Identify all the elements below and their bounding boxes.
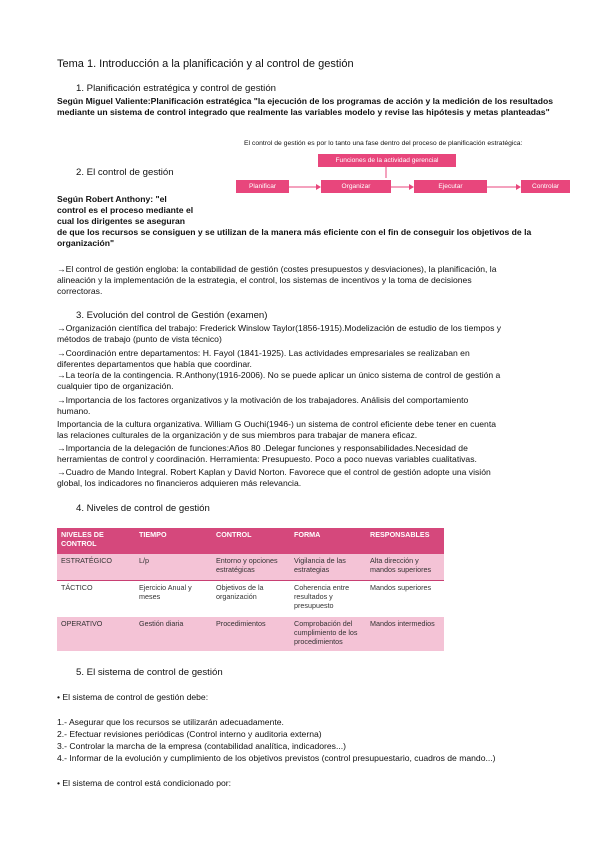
table-cell: Mandos intermedios [366,617,444,651]
page-title: Tema 1. Introducción a la planificación y al control de gestión [57,58,354,70]
diagram-box-planificar: Planificar [236,180,289,193]
table-cell: Mandos superiores [366,581,444,618]
diagram-caption: El control de gestión es por lo tanto una fase dentro del proceso de planificación estratégica: [244,140,523,147]
table-cell: TÁCTICO [57,581,135,618]
section-3-line: global, los indicadores no financieros adquieren más relevancia. [57,478,302,488]
table-row [57,617,444,651]
table-cell: Objetivos de la organización [212,581,290,618]
table-cell: L/p [135,554,212,581]
table-header: FORMA [290,528,366,554]
section-2-heading: 2. El control de gestión [76,167,174,178]
table-header: RESPONSABLES [366,528,444,554]
section-2-line: control es el proceso mediante el [57,205,194,215]
table-cell: ESTRATÉGICO [57,554,135,581]
diagram-box-ejecutar: Ejecutar [414,180,487,193]
section-3-line: →Cuadro de Mando Integral. Robert Kaplan y David Norton. Favorece que el control de gestión adopte una visión [57,467,491,477]
section-3-line: →Coordinación entre departamentos: H. Fayol (1841-1925). Las actividades empresariales se realizaban en [57,348,470,358]
section-3-line: métodos de trabajo (punto de vista técnico) [57,334,222,344]
section-3-line: →La teoría de la contingencia. R.Anthony(1916-2006). No se puede aplicar un único sistema de control de gestión a [57,370,501,380]
table-cell: Entorno y opciones estratégicas [212,554,290,581]
section-4-heading: 4. Niveles de control de gestión [76,503,210,514]
section-1-line: mediante un sistema de control integrado que realmente las variables modelo y revise las hipótesis y metas planteadas" [57,107,550,117]
section-2-para: alineación y la implementación de la estrategia, el control, los sistemas de incentivos y la toma de decisiones [57,275,472,285]
table-row [57,554,444,581]
section-5-item: 1.- Asegurar que los recursos se utilizarán adecuadamente. [57,717,284,727]
diagram-box-organizar: Organizar [321,180,391,193]
table-cell: OPERATIVO [57,617,135,651]
table-cell: Coherencia entre resultados y presupuesto [290,581,366,618]
table-row [57,581,444,618]
section-2-line: organización" [57,238,115,248]
diagram-box-controlar: Controlar [521,180,570,193]
section-3-line: Importancia de la cultura organizativa. William G Ouchi(1946-) un sistema de control eficiente debe tener en cuenta [57,419,496,429]
section-1-line: Según Miguel Valiente:Planificación estratégica "la ejecución de los programas de acción y la medición de los resultados [57,96,553,106]
table-cell: Alta dirección y mandos superiores [366,554,444,581]
section-1-heading: 1. Planificación estratégica y control de gestión [76,83,276,94]
section-3-line: humano. [57,406,91,416]
table-cell: Procedimientos [212,617,290,651]
table-cell: Gestión diaria [135,617,212,651]
table-header: TIEMPO [135,528,212,554]
section-3-line: las relaciones culturales de la organización y de sus miembros para trabajar de manera eficaz. [57,430,418,440]
section-3-line: →Importancia de los factores organizativos y la motivación de los trabajadores. Análisis del comportamiento [57,395,469,405]
section-5-item: 3.- Controlar la marcha de la empresa (contabilidad analítica, indicadores...) [57,741,346,751]
section-2-line: de que los recursos se consiguen y se utilizan de la manera más eficiente con el fin de conseguir los objetivos de la [57,227,532,237]
section-5-intro: • El sistema de control de gestión debe: [57,692,209,702]
section-3-line: cualquier tipo de organización. [57,381,174,391]
table-header: CONTROL [212,528,290,554]
section-5-item: 4.- Informar de la evolución y cumplimiento de los objetivos previstos (control presupuestario, cuadros de mando...) [57,753,496,763]
section-5-heading: 5. El sistema de control de gestión [76,667,223,678]
section-2-para: correctoras. [57,286,103,296]
section-2-para: →El control de gestión engloba: la contabilidad de gestión (costes presupuestos y desviaciones), la planificación, la [57,264,497,274]
section-3-line: herramientas de control y coordinación. Herramienta: Presupuesto. Poco a poco nuevas variables cualitativas. [57,454,477,464]
section-3-heading: 3. Evolución del control de Gestión (examen) [76,310,268,321]
section-5-outro: • El sistema de control está condicionado por: [57,778,232,788]
table-cell: Ejercicio Anual y meses [135,581,212,618]
section-3-line: diferentes departamentos que había que coordinar. [57,359,252,369]
table-cell: Comprobación del cumplimiento de los procedimientos [290,617,366,651]
diagram-top-box: Funciones de la actividad gerencial [318,154,456,167]
section-2-line: Según Robert Anthony: "el [57,194,167,204]
section-3-line: →Importancia de la delegación de funciones:Años 80 .Delegar funciones y responsabilidades.Necesidad de [57,443,468,453]
table-header-row [57,528,444,554]
levels-table [57,528,444,651]
table-header: NIVELES DE CONTROL [57,528,135,554]
table-cell: Vigilancia de las estrategias [290,554,366,581]
section-3-line: →Organización científica del trabajo: Frederick Winslow Taylor(1856-1915).Modelización de estudio de los tiempos y [57,323,502,333]
section-2-line: cual los dirigentes se aseguran [57,216,185,226]
section-5-item: 2.- Efectuar revisiones periódicas (Control interno y auditoria externa) [57,729,322,739]
